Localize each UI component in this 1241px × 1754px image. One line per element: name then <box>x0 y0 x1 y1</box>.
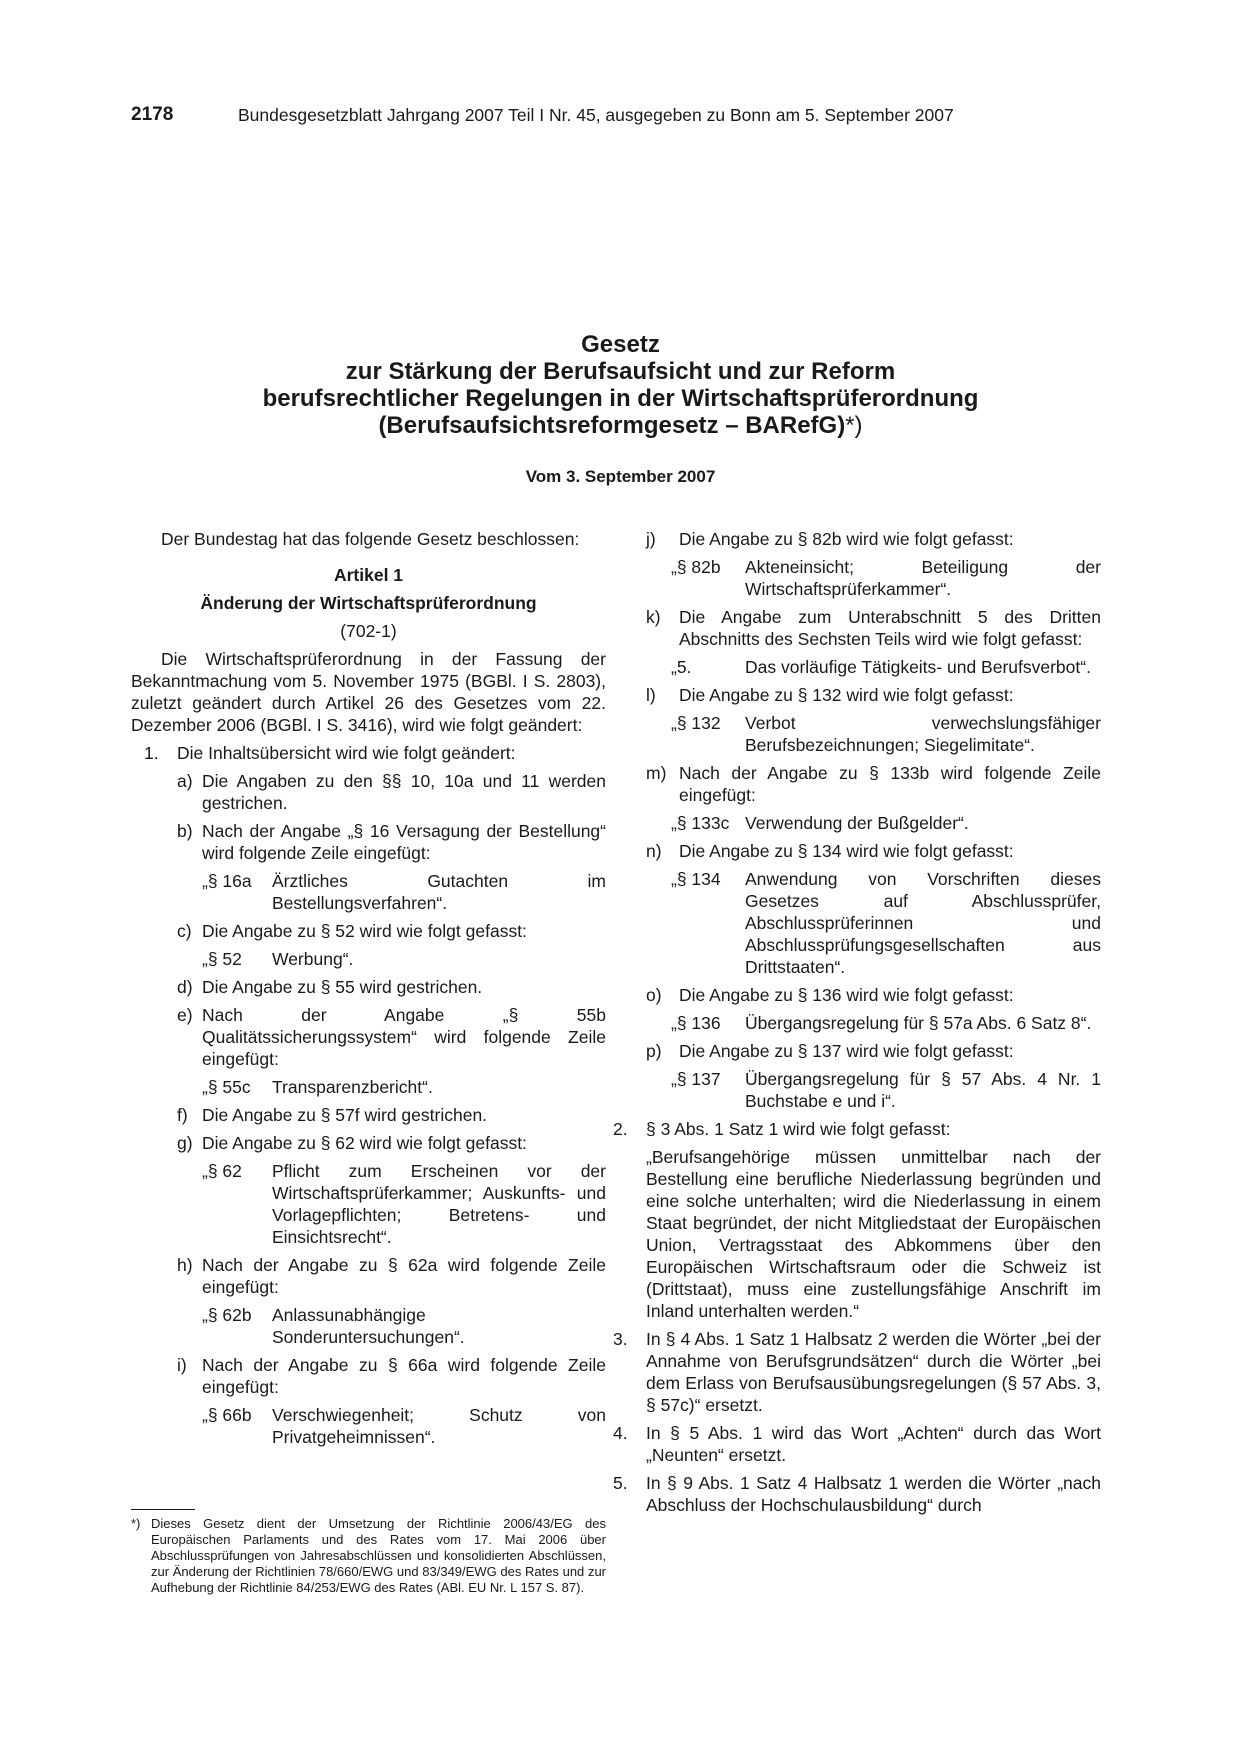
sub-item-label: p) <box>646 1041 662 1061</box>
sub-item-label: a) <box>177 771 193 791</box>
sub-item-label: b) <box>177 821 193 841</box>
directory-entry-52 <box>202 948 606 970</box>
entry-ref: „§ 136 <box>671 1013 721 1033</box>
sub-item-i <box>177 1354 606 1398</box>
right-column <box>613 528 1101 1516</box>
entry-desc: Verbot verwechslungsfähiger Berufsbezeichnungen; Siegelimitate“. <box>745 713 1101 755</box>
running-head <box>131 102 1110 128</box>
quoted-provision: „Berufsangehörige müssen unmittelbar nach der Bestellung eine berufliche Niederlassung begründen und eine solche unterhalten; wird die Niederlassung in einem Staat begründet, der nicht Mitgliedstaat der Europäischen Union, Vertragsstaat des Abkommens über den Europäischen Wirtschaftsraum oder die Schweiz ist (Drittstaat), muss eine zustellungsfähige Anschrift im Inland unterhalten werden.“ <box>646 1147 1101 1321</box>
title-line-2: zur Stärkung der Berufsaufsicht und zur Reform <box>345 358 896 385</box>
list-item-2 <box>613 1118 1101 1140</box>
sub-item-text: Die Angabe zu § 82b wird wie folgt gefasst: <box>679 529 1014 549</box>
sub-item-m <box>646 762 1101 806</box>
title-line-1: Gesetz <box>581 331 660 358</box>
directory-entry-137 <box>671 1068 1101 1112</box>
list-item-label: 4. <box>613 1423 628 1443</box>
list-item-label: 5. <box>613 1473 628 1493</box>
list-item-label: 1. <box>144 743 159 763</box>
page-number: 2178 <box>131 104 174 125</box>
sub-item-text: Die Angabe zu § 134 wird wie folgt gefasst: <box>679 841 1014 861</box>
sub-item-e <box>177 1004 606 1070</box>
title-short-name: (Berufsaufsichtsreformgesetz – BARefG) <box>378 412 846 439</box>
entry-desc: Pflicht zum Erscheinen vor der Wirtschaftsprüferkammer; Auskunfts- und Vorlagepflichten; Betretens- und Einsichtsrecht“. <box>272 1161 606 1247</box>
sub-item-a <box>177 770 606 814</box>
sub-item-b <box>177 820 606 864</box>
entry-desc: Das vorläufige Tätigkeits- und Berufsverbot“. <box>745 657 1091 677</box>
entry-ref: „§ 62 <box>202 1161 242 1181</box>
sub-item-n <box>646 840 1101 862</box>
directory-entry-62 <box>202 1160 606 1248</box>
entry-ref: „5. <box>671 657 692 677</box>
list-item-1 <box>144 742 606 764</box>
sub-item-o <box>646 984 1101 1006</box>
entry-ref: „§ 62b <box>202 1305 252 1325</box>
directory-entry-132 <box>671 712 1101 756</box>
enactment-clause: Der Bundestag hat das folgende Gesetz beschlossen: <box>161 529 580 549</box>
list-item-text: In § 4 Abs. 1 Satz 1 Halbsatz 2 werden die Wörter „bei der Annahme von Berufsgrundsätzen“ durch die Wörter „bei dem Erlass von Berufsausübungsregelungen (§ 57 Abs. 3, § 57c)“ ersetzt. <box>646 1329 1101 1415</box>
entry-ref: „§ 134 <box>671 869 721 889</box>
entry-desc: Verwendung der Bußgelder“. <box>745 813 969 833</box>
sub-item-label: c) <box>177 921 192 941</box>
entry-ref: „§ 137 <box>671 1069 721 1089</box>
journal-line: Bundesgesetzblatt Jahrgang 2007 Teil I Nr. 45, ausgegeben zu Bonn am 5. September 2007 <box>238 105 954 125</box>
sub-item-text: Nach der Angabe „§ 16 Versagung der Bestellung“ wird folgende Zeile eingefügt: <box>202 821 606 863</box>
sub-item-label: d) <box>177 977 193 997</box>
directory-entry-136 <box>671 1012 1101 1034</box>
sub-item-text: Die Angabe zu § 55 wird gestrichen. <box>202 977 483 997</box>
sub-item-text: Die Angabe zu § 137 wird wie folgt gefasst: <box>679 1041 1014 1061</box>
law-title <box>131 331 1110 439</box>
sub-item-label: f) <box>177 1105 188 1125</box>
sub-item-f <box>177 1104 606 1126</box>
sub-item-text: Die Angabe zu § 57f wird gestrichen. <box>202 1105 488 1125</box>
footnote-label: *) <box>131 1516 141 1531</box>
list-item-text: In § 9 Abs. 1 Satz 4 Halbsatz 1 werden die Wörter „nach Abschluss der Hochschulausbildung“ durch <box>646 1473 1101 1515</box>
sub-item-label: o) <box>646 985 662 1005</box>
entry-desc: Übergangsregelung für § 57a Abs. 6 Satz 8“. <box>745 1013 1092 1033</box>
sub-item-d <box>177 976 606 998</box>
sub-item-label: j) <box>646 529 656 549</box>
sub-item-label: n) <box>646 841 662 861</box>
entry-ref: „§ 52 <box>202 949 242 969</box>
directory-entry-55c <box>202 1076 606 1098</box>
list-item-3 <box>613 1328 1101 1416</box>
entry-desc: Werbung“. <box>272 949 354 969</box>
sub-item-label: h) <box>177 1255 193 1275</box>
footnote <box>131 1516 606 1596</box>
entry-desc: Übergangsregelung für § 57 Abs. 4 Nr. 1 Buchstabe e und i“. <box>745 1069 1101 1111</box>
sub-item-j <box>646 528 1101 550</box>
list-item-label: 3. <box>613 1329 628 1349</box>
sub-item-k <box>646 606 1101 650</box>
sub-item-c <box>177 920 606 942</box>
sub-item-text: Die Angabe zu § 132 wird wie folgt gefasst: <box>679 685 1014 705</box>
directory-entry-66b <box>202 1404 606 1448</box>
sub-item-label: g) <box>177 1133 193 1153</box>
directory-entry-133c <box>671 812 1101 834</box>
directory-entry-5 <box>671 656 1101 678</box>
article-code: (702-1) <box>340 621 397 641</box>
entry-ref: „§ 133c <box>671 813 730 833</box>
article-title: Änderung der Wirtschaftsprüferordnung <box>200 593 537 613</box>
sub-item-text: Nach der Angabe zu § 66a wird folgende Zeile eingefügt: <box>202 1355 606 1397</box>
sub-item-label: l) <box>646 685 656 705</box>
entry-ref: „§ 82b <box>671 557 721 577</box>
footnote-text: Dieses Gesetz dient der Umsetzung der Richtlinie 2006/43/EG des Europäischen Parlaments und des Rates vom 17. Mai 2006 über Abschlussprüfungen von Jahresabschlüssen und konsolidierten Abschlüssen, zur Änderung der Richtlinien 78/660/EWG und 83/349/EWG des Rates und zur Aufhebung der Richtlinie 84/253/EWG des Rates (ABl. EU Nr. L 157 S. 87). <box>151 1516 606 1595</box>
entry-ref: „§ 55c <box>202 1077 251 1097</box>
sub-item-h <box>177 1254 606 1298</box>
directory-entry-134 <box>671 868 1101 978</box>
sub-item-text: Nach der Angabe „§ 55b Qualitätssicherungssystem“ wird folgende Zeile eingefügt: <box>202 1005 606 1069</box>
article-heading: Artikel 1 <box>333 565 404 585</box>
entry-ref: „§ 16a <box>202 871 252 891</box>
entry-desc: Transparenzbericht“. <box>272 1077 433 1097</box>
entry-desc: Akteneinsicht; Beteiligung der Wirtschaftsprüferkammer“. <box>745 557 1101 599</box>
list-item-text: Die Inhaltsübersicht wird wie folgt geändert: <box>177 743 516 763</box>
sub-item-text: Die Angaben zu den §§ 10, 10a und 11 werden gestrichen. <box>202 771 606 813</box>
entry-desc: Ärztliches Gutachten im Bestellungsverfahren“. <box>272 871 606 913</box>
sub-item-label: m) <box>646 763 667 783</box>
entry-ref: „§ 132 <box>671 713 721 733</box>
sub-item-l <box>646 684 1101 706</box>
sub-item-p <box>646 1040 1101 1062</box>
sub-item-label: k) <box>646 607 661 627</box>
left-column <box>131 528 606 1448</box>
entry-desc: Verschwiegenheit; Schutz von Privatgeheimnissen“. <box>272 1405 606 1447</box>
title-line-3: berufsrechtlicher Regelungen in der Wirtschaftsprüferordnung <box>262 385 979 412</box>
list-item-4 <box>613 1422 1101 1466</box>
list-item-text: In § 5 Abs. 1 wird das Wort „Achten“ durch das Wort „Neunten“ ersetzt. <box>646 1423 1101 1465</box>
sub-item-label: i) <box>177 1355 187 1375</box>
list-item-label: 2. <box>613 1119 628 1139</box>
sub-item-label: e) <box>177 1005 193 1025</box>
title-footnote-mark: *) <box>845 412 863 439</box>
directory-entry-62b <box>202 1304 606 1348</box>
directory-entry-16a <box>202 870 606 914</box>
sub-item-g <box>177 1132 606 1154</box>
sub-item-text: Die Angabe zum Unterabschnitt 5 des Dritten Abschnitts des Sechsten Teils wird wie folgt gefasst: <box>679 607 1101 649</box>
sub-item-text: Nach der Angabe zu § 133b wird folgende Zeile eingefügt: <box>679 763 1101 805</box>
sub-item-text: Nach der Angabe zu § 62a wird folgende Zeile eingefügt: <box>202 1255 606 1297</box>
entry-desc: Anlassunabhängige Sonderuntersuchungen“. <box>272 1305 465 1347</box>
article-body: Die Wirtschaftsprüferordnung in der Fassung der Bekanntmachung vom 5. November 1975 (BGBl. I S. 2803), zuletzt geändert durch Artikel 26 des Gesetzes vom 22. Dezember 2006 (BGBl. I S. 3416), wird wie folgt geändert: <box>131 649 606 735</box>
list-item-5 <box>613 1472 1101 1516</box>
list-item-text: § 3 Abs. 1 Satz 1 wird wie folgt gefasst: <box>646 1119 951 1139</box>
footnote-rule <box>131 1509 195 1510</box>
sub-item-text: Die Angabe zu § 136 wird wie folgt gefasst: <box>679 985 1014 1005</box>
sub-item-text: Die Angabe zu § 62 wird wie folgt gefasst: <box>202 1133 527 1153</box>
law-date: Vom 3. September 2007 <box>525 467 716 486</box>
sub-item-text: Die Angabe zu § 52 wird wie folgt gefasst: <box>202 921 527 941</box>
title-line-4 <box>131 412 1110 439</box>
entry-desc: Anwendung von Vorschriften dieses Gesetzes auf Abschlussprüfer, Abschlussprüferinnen und Abschlussprüfungsgesellschaften aus Drittstaaten“. <box>745 869 1101 977</box>
directory-entry-82b <box>671 556 1101 600</box>
entry-ref: „§ 66b <box>202 1405 252 1425</box>
